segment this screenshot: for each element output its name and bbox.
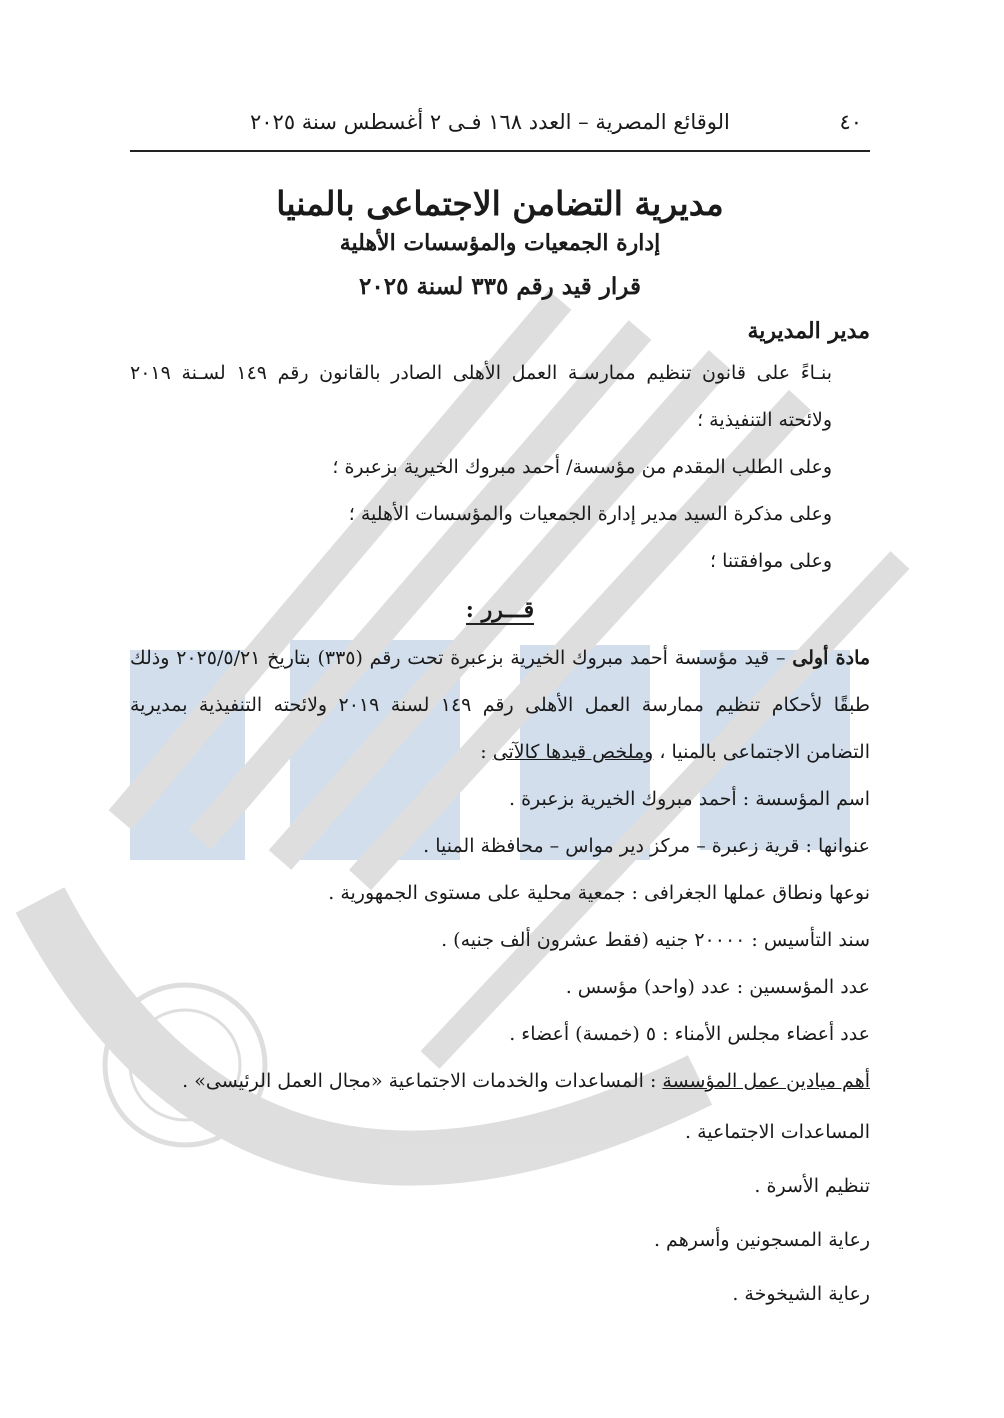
detail-line: عنوانها : قرية زعبرة – مركز دير مواس – محافظة المنيا . bbox=[423, 835, 870, 857]
preamble-line: وعلى الطلب المقدم من مؤسسة/ أحمد مبروك الخيرية بزعبرة ؛ bbox=[332, 456, 832, 478]
fields-line bbox=[130, 1058, 870, 1105]
decree-number: قرار قيد رقم ٣٣٥ لسنة ٢٠٢٥ bbox=[359, 273, 641, 300]
page-number: ٤٠ bbox=[839, 110, 862, 134]
field-item: تنظيم الأسرة . bbox=[754, 1175, 870, 1197]
article-summary-label: وملخص قيدها كالآتى bbox=[492, 741, 654, 763]
article-label: مادة أولى bbox=[792, 647, 871, 669]
document-subtitle: إدارة الجمعيات والمؤسسات الأهلية bbox=[339, 230, 661, 256]
detail-line: نوعها ونطاق عملها الجغرافى : جمعية محلية على مستوى الجمهورية . bbox=[328, 882, 870, 904]
page-header bbox=[130, 110, 870, 152]
preamble-line: وعلى مذكرة السيد مدير إدارة الجمعيات والمؤسسات الأهلية ؛ bbox=[348, 503, 832, 525]
article-text: – قيد مؤسسة أحمد مبروك الخيرية بزعبرة تحت رقم (٣٣٥) بتاريخ ٢٠٢٥/٥/٢١ وذلك طبقًا لأحكام تنظيم ممارسة العمل الأهلى رقم ١٤٩ لسنة ٢٠١٩ ولائحته التنفيذية بمديرية التضامن الاجتماعى بالمنيا ، bbox=[130, 647, 870, 763]
field-item: المساعدات الاجتماعية . bbox=[684, 1121, 870, 1143]
field-item: رعاية المسجونين وأسرهم . bbox=[653, 1229, 870, 1251]
article-summary-suffix: : bbox=[480, 741, 493, 763]
article-one bbox=[130, 635, 870, 776]
decided-label: قـــرر : bbox=[465, 597, 535, 623]
document-title: مديرية التضامن الاجتماعى بالمنيا bbox=[276, 184, 724, 223]
issuer-heading: مدير المديرية bbox=[747, 318, 870, 344]
detail-line: عدد المؤسسين : عدد (واحد) مؤسس . bbox=[565, 976, 870, 998]
header-text: الوقائع المصرية – العدد ١٦٨ فـى ٢ أغسطس سنة ٢٠٢٥ bbox=[250, 110, 730, 134]
detail-line: عدد أعضاء مجلس الأمناء : ٥ (خمسة) أعضاء . bbox=[509, 1023, 870, 1045]
detail-line: سند التأسيس : ٢٠٠٠٠ جنيه (فقط عشرون ألف جنيه) . bbox=[441, 929, 870, 951]
field-item: رعاية الشيخوخة . bbox=[732, 1283, 870, 1305]
preamble-line: وعلى موافقتنا ؛ bbox=[710, 550, 832, 572]
detail-line: اسم المؤسسة : أحمد مبروك الخيرية بزعبرة . bbox=[509, 788, 870, 810]
fields-label: أهم ميادين عمل المؤسسة bbox=[662, 1070, 870, 1092]
preamble-line: بنـاءً على قانون تنظيم ممارسـة العمل الأهلى الصادر بالقانون رقم ١٤٩ لسـنة ٢٠١٩ ولائحته التنفيذية ؛ bbox=[130, 362, 832, 431]
decided-heading bbox=[130, 585, 870, 635]
fields-text: : المساعدات والخدمات الاجتماعية «مجال العمل الرئيسى» . bbox=[182, 1070, 663, 1092]
